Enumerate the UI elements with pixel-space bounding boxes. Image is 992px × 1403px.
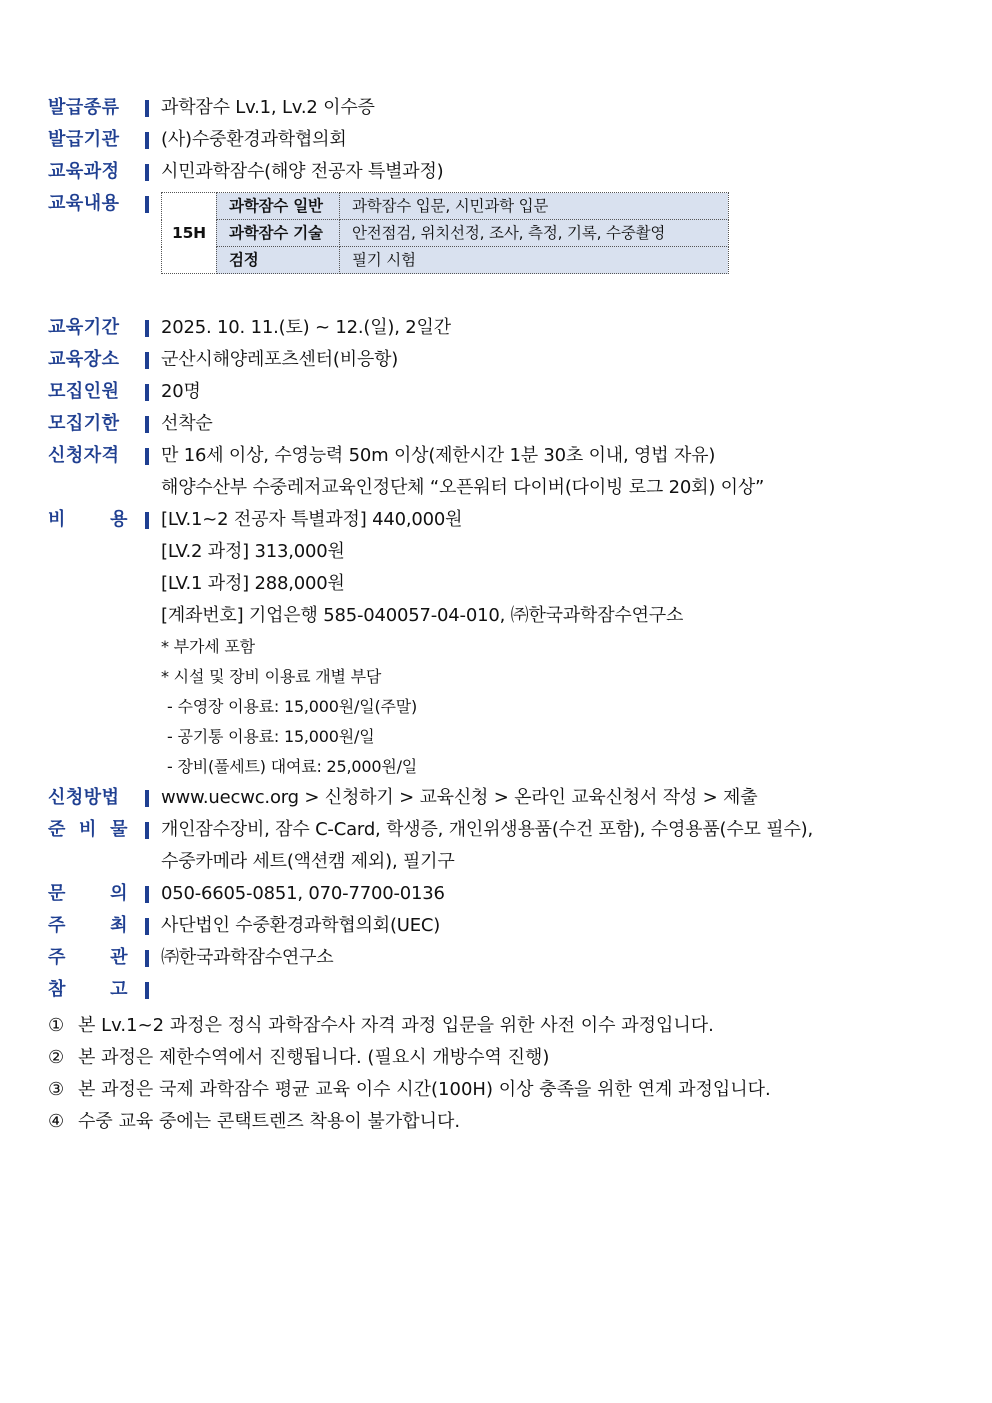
value-course: 시민과학잠수(해양 전공자 특별과정) xyxy=(161,161,444,182)
row-contact xyxy=(48,878,948,910)
label-char: 주 xyxy=(48,947,66,968)
label-cost-char: 비 xyxy=(48,509,66,530)
document-page xyxy=(48,92,948,1138)
cost-note: * 시설 및 장비 이용료 개별 부담 xyxy=(161,667,382,686)
label-qualification: 신청자격 xyxy=(48,445,120,466)
row-qualification xyxy=(48,440,948,504)
value-issuer: (사)수중환경과학협의회 xyxy=(161,129,347,150)
label-bar xyxy=(145,822,149,839)
cost-line: [LV.2 과정] 313,000원 xyxy=(161,541,345,562)
note-item xyxy=(48,1010,948,1042)
label-char: 의 xyxy=(110,883,128,904)
value-period: 2025. 10. 11.(토) ~ 12.(일), 2일간 xyxy=(161,317,451,338)
label-host xyxy=(48,910,128,942)
desc-cell: 안전점검, 위치선정, 조사, 측정, 기록, 수중촬영 xyxy=(339,220,728,247)
label-bar xyxy=(145,416,149,433)
note-text: 본 Lv.1~2 과정은 정식 과학잠수사 자격 과정 입문을 위한 사전 이수 과정입니다. xyxy=(78,1015,714,1036)
row-apply xyxy=(48,782,948,814)
label-bar xyxy=(145,100,149,117)
note-text: 본 과정은 국제 과학잠수 평균 교육 이수 시간(100H) 이상 충족을 위한 연계 과정입니다. xyxy=(78,1079,771,1100)
category-cell: 과학잠수 기술 xyxy=(216,220,339,247)
notes-list xyxy=(48,1010,948,1138)
label-bar xyxy=(145,132,149,149)
content-table-wrap xyxy=(161,188,948,274)
label-bar xyxy=(145,352,149,369)
note-number: ④ xyxy=(48,1111,65,1132)
label-period: 교육기간 xyxy=(48,317,120,338)
label-char: 참 xyxy=(48,979,66,1000)
label-location: 교육장소 xyxy=(48,349,120,370)
value-capacity: 20명 xyxy=(161,381,201,402)
row-organizer xyxy=(48,942,948,974)
table-row xyxy=(162,193,729,220)
note-number: ③ xyxy=(48,1079,65,1100)
label-bar xyxy=(145,320,149,337)
prep-line: 개인잠수장비, 잠수 C-Card, 학생증, 개인위생용품(수건 포함), 수영용품(수모 필수), xyxy=(161,819,813,840)
desc-cell: 필기 시험 xyxy=(339,247,728,274)
label-prep-char: 물 xyxy=(110,819,128,840)
label-bar xyxy=(145,196,149,213)
value-prep xyxy=(161,814,948,878)
cost-note: * 부가세 포함 xyxy=(161,637,255,656)
section-gap xyxy=(48,274,948,312)
prep-line: 수중카메라 세트(액션캠 제외), 필기구 xyxy=(161,851,455,872)
label-bar xyxy=(145,448,149,465)
value-apply: www.uecwc.org > 신청하기 > 교육신청 > 온라인 교육신청서 작성 > 제출 xyxy=(161,787,758,808)
label-char: 문 xyxy=(48,883,66,904)
note-number: ② xyxy=(48,1047,65,1068)
category-cell: 과학잠수 일반 xyxy=(216,193,339,220)
label-course: 교육과정 xyxy=(48,161,120,182)
label-bar xyxy=(145,164,149,181)
value-host: 사단법인 수중환경과학협의회(UEC) xyxy=(161,915,441,936)
label-prep-char: 비 xyxy=(79,819,97,840)
label-bar xyxy=(145,950,149,967)
value-cost xyxy=(161,504,948,782)
label-content: 교육내용 xyxy=(48,193,120,214)
cost-line: [LV.1~2 전공자 특별과정] 440,000원 xyxy=(161,509,463,530)
label-prep xyxy=(48,814,128,846)
row-issue-type xyxy=(48,92,948,124)
label-organizer xyxy=(48,942,128,974)
label-char: 최 xyxy=(110,915,128,936)
note-item xyxy=(48,1042,948,1074)
label-bar xyxy=(145,790,149,807)
value-location: 군산시해양레포츠센터(비응항) xyxy=(161,349,399,370)
table-row xyxy=(162,247,729,274)
row-host xyxy=(48,910,948,942)
value-deadline: 선착순 xyxy=(161,413,213,434)
qualification-line: 만 16세 이상, 수영능력 50m 이상(제한시간 1분 30초 이내, 영법 자유) xyxy=(161,445,716,466)
note-text: 본 과정은 제한수역에서 진행됩니다. (필요시 개방수역 진행) xyxy=(78,1047,550,1068)
row-deadline xyxy=(48,408,948,440)
label-bar xyxy=(145,982,149,999)
row-prep xyxy=(48,814,948,878)
cost-line: [계좌번호] 기업은행 585-040057-04-010, ㈜한국과학잠수연구소 xyxy=(161,605,684,626)
label-bar xyxy=(145,512,149,529)
row-course xyxy=(48,156,948,188)
label-char: 주 xyxy=(48,915,66,936)
label-issue-type: 발급종류 xyxy=(48,97,120,118)
label-cost-char: 용 xyxy=(110,509,128,530)
row-issuer xyxy=(48,124,948,156)
label-bar xyxy=(145,886,149,903)
note-number: ① xyxy=(48,1015,65,1036)
label-contact xyxy=(48,878,128,910)
category-cell: 검정 xyxy=(216,247,339,274)
row-reference xyxy=(48,974,948,1006)
note-text: 수중 교육 중에는 콘택트렌즈 착용이 불가합니다. xyxy=(78,1111,461,1132)
desc-cell: 과학잠수 입문, 시민과학 입문 xyxy=(339,193,728,220)
hours-cell: 15H xyxy=(162,193,217,274)
value-issue-type: 과학잠수 Lv.1, Lv.2 이수증 xyxy=(161,97,375,118)
label-char: 고 xyxy=(110,979,128,1000)
label-char: 관 xyxy=(110,947,128,968)
label-capacity: 모집인원 xyxy=(48,381,120,402)
note-item xyxy=(48,1106,948,1138)
row-capacity xyxy=(48,376,948,408)
label-prep-char: 준 xyxy=(48,819,66,840)
label-issuer: 발급기관 xyxy=(48,129,120,150)
row-cost xyxy=(48,504,948,782)
value-organizer: ㈜한국과학잠수연구소 xyxy=(161,947,334,968)
cost-note: - 수영장 이용료: 15,000원/일(주말) xyxy=(167,697,418,716)
label-apply: 신청방법 xyxy=(48,787,120,808)
label-deadline: 모집기한 xyxy=(48,413,120,434)
label-bar xyxy=(145,918,149,935)
cost-line: [LV.1 과정] 288,000원 xyxy=(161,573,345,594)
row-content xyxy=(48,188,948,274)
qualification-line: 해양수산부 수중레저교육인정단체 “오픈워터 다이버(다이빙 로그 20회) 이상” xyxy=(161,477,765,498)
label-cost xyxy=(48,504,128,536)
value-qualification xyxy=(161,440,948,504)
note-item xyxy=(48,1074,948,1106)
table-row xyxy=(162,220,729,247)
row-location xyxy=(48,344,948,376)
label-reference xyxy=(48,974,128,1006)
row-period xyxy=(48,312,948,344)
value-contact: 050-6605-0851, 070-7700-0136 xyxy=(161,883,445,904)
cost-note: - 장비(풀세트) 대여료: 25,000원/일 xyxy=(167,757,418,776)
cost-note: - 공기통 이용료: 15,000원/일 xyxy=(167,727,375,746)
content-table xyxy=(161,192,729,274)
label-bar xyxy=(145,384,149,401)
